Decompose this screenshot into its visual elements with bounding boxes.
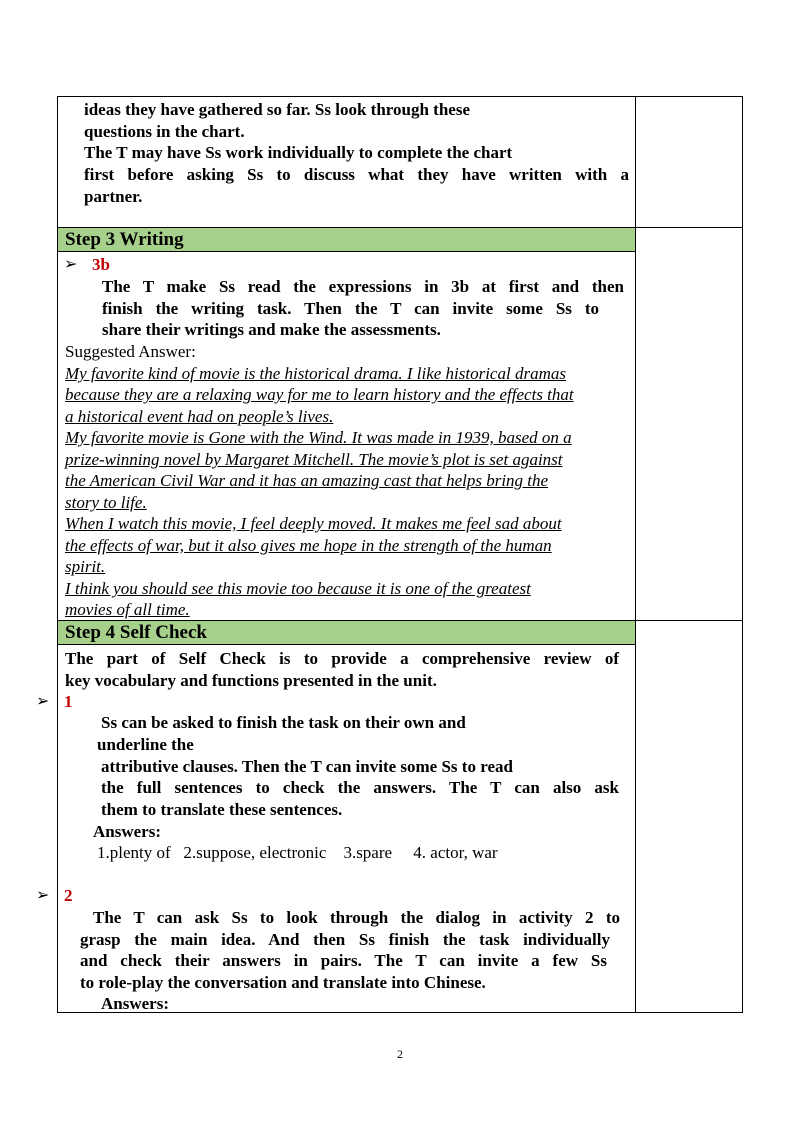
step3-header xyxy=(58,228,635,252)
step3-instruction: The T make Ss read the expressions in 3b at first and then xyxy=(102,277,624,296)
answer-line: a historical event had on people’s lives. xyxy=(65,407,334,426)
item1-answers: 1.plenty of 2.suppose, electronic 3.spare 4. actor, war xyxy=(97,843,498,862)
item1-line: underline the xyxy=(97,735,194,754)
page-number: 2 xyxy=(397,1047,403,1061)
answer-line: I think you should see this movie too because it is one of the greatest xyxy=(65,579,531,598)
answer-line: story to life. xyxy=(65,493,147,512)
answers-label: Answers: xyxy=(93,822,161,841)
step3-instruction: share their writings and make the assessments. xyxy=(102,320,441,339)
step4-intro: key vocabulary and functions presented in the unit. xyxy=(65,671,437,690)
section1-line: questions in the chart. xyxy=(84,122,245,141)
item1-line: Ss can be asked to finish the task on their own and xyxy=(101,713,466,732)
answer-line: When I watch this movie, I feel deeply moved. It makes me feel sad about xyxy=(65,514,562,533)
section1-line: first before asking Ss to discuss what they have written with a xyxy=(84,165,629,184)
answer-line: spirit. xyxy=(65,557,106,576)
bullet-arrow-icon: ➢ xyxy=(36,693,50,710)
column-divider xyxy=(635,97,636,1012)
item2-line: and check their answers in pairs. The T can invite a few Ss xyxy=(80,951,607,970)
item-label-2: 2 xyxy=(64,886,73,905)
step4-title: Step 4 Self Check xyxy=(65,622,207,643)
item1-line: the full sentences to check the answers. The T can also ask xyxy=(101,778,619,797)
item1-line: attributive clauses. Then the T can invite some Ss to read xyxy=(101,757,513,776)
answer-line: the American Civil War and it has an amazing cast that helps bring the xyxy=(65,471,549,490)
item2-line: to role-play the conversation and translate into Chinese. xyxy=(80,973,486,992)
answer-line: prize-winning novel by Margaret Mitchell. The movie’s plot is set against xyxy=(65,450,563,469)
bullet-arrow-icon: ➢ xyxy=(64,256,78,273)
item2-line: grasp the main idea. And then Ss finish the task individually xyxy=(80,930,610,949)
section1-line: partner. xyxy=(84,187,143,206)
step4-intro: The part of Self Check is to provide a comprehensive review of xyxy=(65,649,619,668)
item-label-3b: 3b xyxy=(92,255,110,274)
answer-line: My favorite kind of movie is the historical drama. I like historical dramas xyxy=(65,364,566,383)
suggested-answer-label: Suggested Answer: xyxy=(65,342,196,361)
answers-label: Answers: xyxy=(101,994,169,1013)
section1-line: ideas they have gathered so far. Ss look through these xyxy=(84,100,470,119)
item-label-1: 1 xyxy=(64,692,73,711)
section1-line: The T may have Ss work individually to complete the chart xyxy=(84,143,513,162)
step3-instruction: finish the writing task. Then the T can invite some Ss to xyxy=(102,299,599,318)
answer-line: movies of all time. xyxy=(65,600,190,619)
bullet-arrow-icon: ➢ xyxy=(36,887,50,904)
step4-header xyxy=(58,621,635,645)
step3-title: Step 3 Writing xyxy=(65,229,184,250)
answer-line: My favorite movie is Gone with the Wind. It was made in 1939, based on a xyxy=(65,428,572,447)
answer-line: the effects of war, but it also gives me hope in the strength of the human xyxy=(65,536,552,555)
lesson-table xyxy=(57,96,743,1013)
item2-line: The T can ask Ss to look through the dialog in activity 2 to xyxy=(93,908,620,927)
item1-line: them to translate these sentences. xyxy=(101,800,343,819)
answer-line: because they are a relaxing way for me to learn history and the effects that xyxy=(65,385,574,404)
